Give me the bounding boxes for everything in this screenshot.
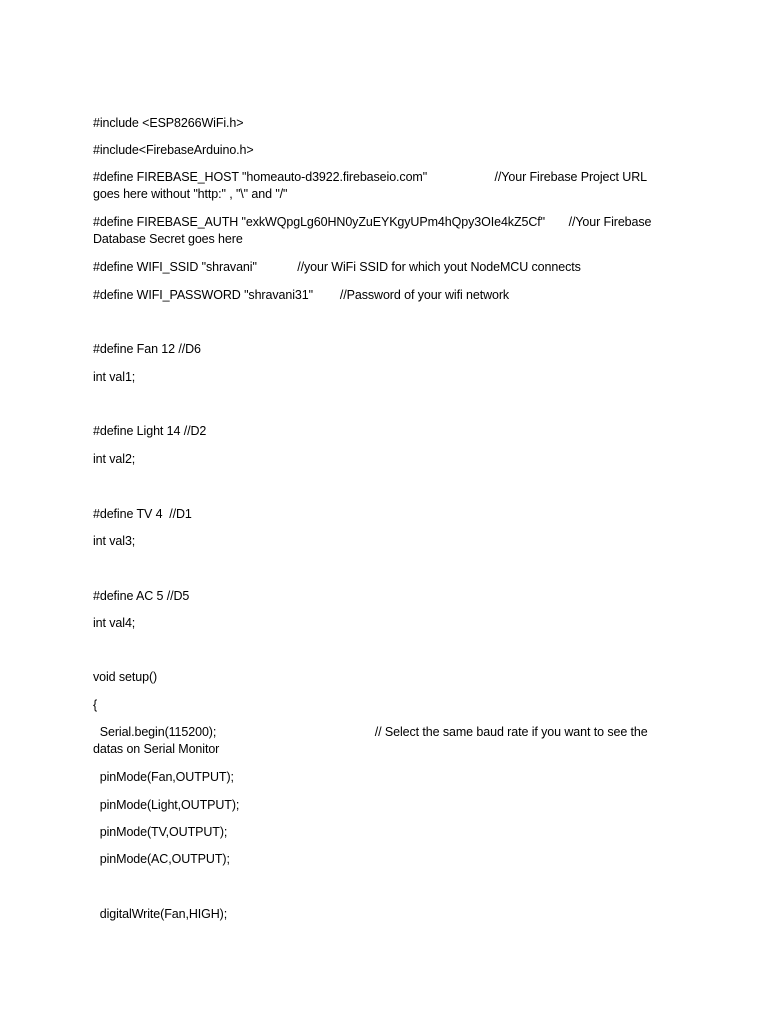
- code-line: int val4;: [93, 616, 136, 630]
- code-line: digitalWrite(Fan,HIGH);: [93, 907, 228, 921]
- code-line: #define WIFI_PASSWORD "shravani31" //Password of your wifi network: [93, 288, 510, 302]
- code-line: Serial.begin(115200); // Select the same baud rate if you want to see the datas on Serial Monitor: [93, 725, 651, 756]
- code-line: #include <ESP8266WiFi.h>: [93, 116, 244, 130]
- code-line: pinMode(TV,OUTPUT);: [93, 825, 228, 839]
- code-line: #define TV 4 //D1: [93, 507, 192, 521]
- code-line: int val3;: [93, 534, 136, 548]
- code-line: #define FIREBASE_HOST "homeauto-d3922.firebaseio.com" //Your Firebase Project URL goes here without "http:" , "\" and "/": [93, 170, 650, 201]
- code-line: #define Light 14 //D2: [93, 424, 207, 438]
- code-line: #define FIREBASE_AUTH "exkWQpgLg60HN0yZuEYKgyUPm4hQpy3OIe4kZ5Cf" //Your Firebase Database Secret goes here: [93, 215, 655, 246]
- code-line: pinMode(AC,OUTPUT);: [93, 852, 230, 866]
- code-line: int val1;: [93, 370, 136, 384]
- code-line: pinMode(Fan,OUTPUT);: [93, 770, 234, 784]
- code-line: {: [93, 698, 98, 712]
- code-line: #define AC 5 //D5: [93, 589, 190, 603]
- code-line: void setup(): [93, 670, 158, 684]
- code-line: #define WIFI_SSID "shravani" //your WiFi SSID for which yout NodeMCU connects: [93, 260, 581, 274]
- code-line: #include<FirebaseArduino.h>: [93, 143, 254, 157]
- code-line: #define Fan 12 //D6: [93, 342, 201, 356]
- code-line: int val2;: [93, 452, 136, 466]
- code-line: pinMode(Light,OUTPUT);: [93, 798, 240, 812]
